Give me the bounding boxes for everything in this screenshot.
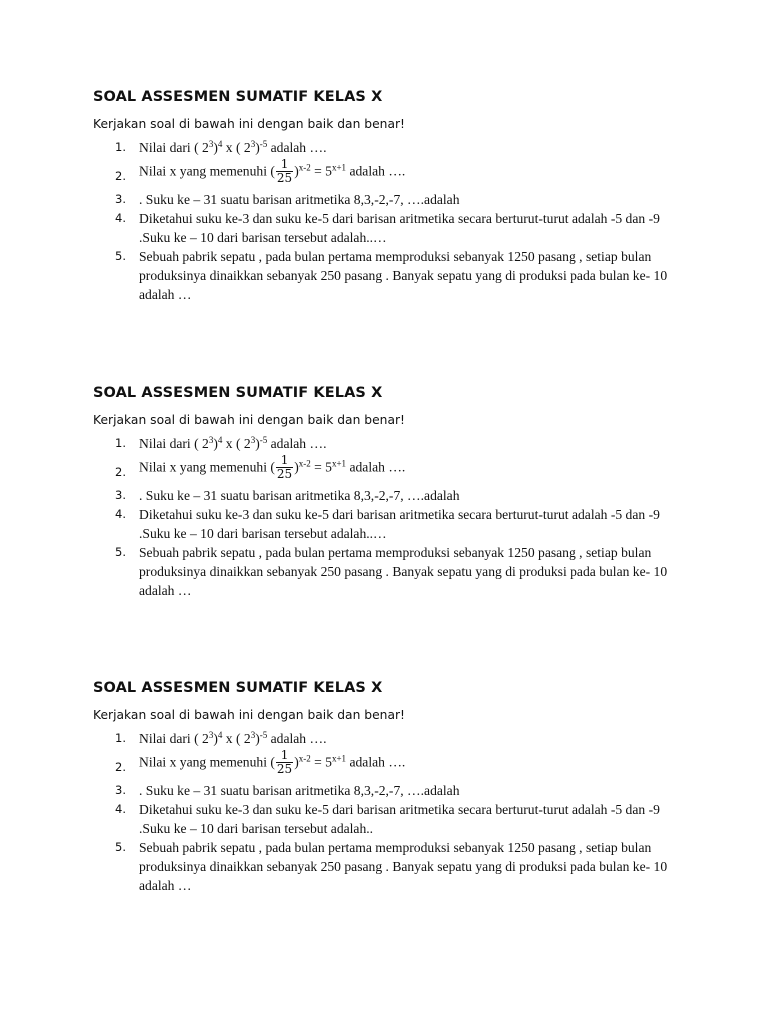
q1-exp-b: 4	[217, 435, 223, 445]
question-number: 4.	[115, 802, 126, 816]
q1-exp-c: 3	[250, 730, 256, 740]
fraction-numerator: 1	[280, 453, 289, 467]
fraction	[276, 158, 293, 185]
q1-suffix: adalah ….	[267, 140, 327, 155]
question-number: 5.	[115, 840, 126, 854]
q2-suffix: adalah ….	[346, 459, 406, 475]
question-number: 3.	[115, 192, 126, 206]
q2-mid1: )	[294, 163, 299, 179]
question-5	[93, 543, 683, 600]
exam-title: SOAL ASSESMEN SUMATIF KELAS X	[93, 680, 383, 696]
fraction	[276, 454, 293, 481]
question-1	[93, 138, 683, 157]
q2-mid1: )	[294, 754, 299, 770]
q2-mid1: )	[294, 459, 299, 475]
question-4	[93, 209, 683, 247]
q1-mid3: )	[255, 436, 260, 451]
q1-suffix: adalah ….	[267, 436, 327, 451]
q1-exp-d: -5	[259, 139, 268, 149]
question-number: 1.	[115, 731, 126, 745]
question-text: Diketahui suku ke-3 dan suku ke-5 dari barisan aritmetika secara berturut-turut adalah -5 dan -9 .Suku ke – 10 dari barisan tersebut adalah..	[139, 802, 660, 836]
question-2	[93, 750, 693, 777]
q1-mid3: )	[255, 140, 260, 155]
question-number: 3.	[115, 488, 126, 502]
q2-mid2: = 5	[310, 163, 332, 179]
q1-exp-a: 3	[208, 435, 214, 445]
question-number: 5.	[115, 545, 126, 559]
q1-exp-c: 3	[250, 139, 256, 149]
q2-mid2: = 5	[310, 459, 332, 475]
q1-prefix: Nilai dari ( 2	[139, 140, 209, 155]
question-number: 4.	[115, 211, 126, 225]
q2-exp-b: x+1	[331, 458, 347, 469]
question-text: Diketahui suku ke-3 dan suku ke-5 dari barisan aritmetika secara berturut-turut adalah -5 dan -9 .Suku ke – 10 dari barisan tersebut adalah..…	[139, 211, 660, 245]
q2-prefix: Nilai x yang memenuhi (	[139, 459, 275, 475]
exam-block-1	[93, 88, 683, 304]
question-3	[93, 190, 683, 209]
question-4	[93, 505, 683, 543]
question-4	[93, 800, 693, 838]
q1-prefix: Nilai dari ( 2	[139, 731, 209, 746]
exam-instruction: Kerjakan soal di bawah ini dengan baik dan benar!	[93, 117, 405, 131]
q2-prefix: Nilai x yang memenuhi (	[139, 754, 275, 770]
fraction-denominator: 25	[276, 762, 293, 776]
q1-prefix: Nilai dari ( 2	[139, 436, 209, 451]
q2-suffix: adalah ….	[346, 163, 406, 179]
question-list	[93, 729, 693, 895]
q1-exp-d: -5	[259, 730, 268, 740]
exam-instruction: Kerjakan soal di bawah ini dengan baik dan benar!	[93, 708, 405, 722]
q1-mid1: )	[213, 731, 218, 746]
question-number: 5.	[115, 249, 126, 263]
exam-block-3	[93, 679, 693, 895]
question-1	[93, 434, 683, 453]
question-text: Diketahui suku ke-3 dan suku ke-5 dari barisan aritmetika secara berturut-turut adalah -5 dan -9 .Suku ke – 10 dari barisan tersebut adalah..…	[139, 507, 660, 541]
q1-mid2: x ( 2	[222, 731, 251, 746]
exam-block-2	[93, 384, 683, 600]
question-5	[93, 838, 693, 895]
question-number: 1.	[115, 140, 126, 154]
q1-mid1: )	[213, 140, 218, 155]
q2-mid2: = 5	[310, 754, 332, 770]
q2-exp-a: x-2	[298, 753, 311, 764]
question-1	[93, 729, 693, 748]
question-text: . Suku ke – 31 suatu barisan aritmetika 8,3,-2,-7, ….adalah	[139, 783, 460, 798]
fraction-denominator: 25	[276, 467, 293, 481]
q1-exp-d: -5	[259, 435, 268, 445]
question-2	[93, 455, 683, 482]
q1-exp-b: 4	[217, 730, 223, 740]
question-number: 3.	[115, 783, 126, 797]
fraction-numerator: 1	[280, 748, 289, 762]
q1-exp-b: 4	[217, 139, 223, 149]
question-3	[93, 486, 683, 505]
fraction-denominator: 25	[276, 171, 293, 185]
q2-exp-b: x+1	[331, 753, 347, 764]
q2-exp-b: x+1	[331, 162, 347, 173]
question-text: Sebuah pabrik sepatu , pada bulan pertama memproduksi sebanyak 1250 pasang , setiap bulan produksinya dinaikkan sebanyak 250 pasang . Banyak sepatu yang di produksi pada bulan ke- 10 adalah …	[139, 545, 668, 598]
question-number: 2.	[115, 465, 126, 479]
q1-mid1: )	[213, 436, 218, 451]
fraction	[276, 749, 293, 776]
exam-instruction: Kerjakan soal di bawah ini dengan baik dan benar!	[93, 413, 405, 427]
question-2	[93, 159, 683, 186]
q1-suffix: adalah ….	[267, 731, 327, 746]
q1-mid2: x ( 2	[222, 140, 251, 155]
question-text: Sebuah pabrik sepatu , pada bulan pertama memproduksi sebanyak 1250 pasang , setiap bulan produksinya dinaikkan sebanyak 250 pasang . Banyak sepatu yang di produksi pada bulan ke- 10 adalah …	[139, 249, 668, 302]
q2-prefix: Nilai x yang memenuhi (	[139, 163, 275, 179]
question-3	[93, 781, 693, 800]
q1-exp-a: 3	[208, 139, 214, 149]
fraction-numerator: 1	[280, 157, 289, 171]
exam-title: SOAL ASSESMEN SUMATIF KELAS X	[93, 385, 383, 401]
exam-title: SOAL ASSESMEN SUMATIF KELAS X	[93, 89, 383, 105]
question-text: . Suku ke – 31 suatu barisan aritmetika 8,3,-2,-7, ….adalah	[139, 192, 460, 207]
q2-exp-a: x-2	[298, 162, 311, 173]
question-number: 2.	[115, 169, 126, 183]
question-number: 4.	[115, 507, 126, 521]
question-text: Sebuah pabrik sepatu , pada bulan pertama memproduksi sebanyak 1250 pasang , setiap bulan produksinya dinaikkan sebanyak 250 pasang . Banyak sepatu yang di produksi pada bulan ke- 10 adalah …	[139, 840, 668, 893]
question-number: 1.	[115, 436, 126, 450]
question-text: . Suku ke – 31 suatu barisan aritmetika 8,3,-2,-7, ….adalah	[139, 488, 460, 503]
question-list	[93, 138, 683, 304]
q1-exp-a: 3	[208, 730, 214, 740]
q2-exp-a: x-2	[298, 458, 311, 469]
q1-mid3: )	[255, 731, 260, 746]
question-list	[93, 434, 683, 600]
q1-exp-c: 3	[250, 435, 256, 445]
question-5	[93, 247, 683, 304]
q2-suffix: adalah ….	[346, 754, 406, 770]
q1-mid2: x ( 2	[222, 436, 251, 451]
question-number: 2.	[115, 760, 126, 774]
